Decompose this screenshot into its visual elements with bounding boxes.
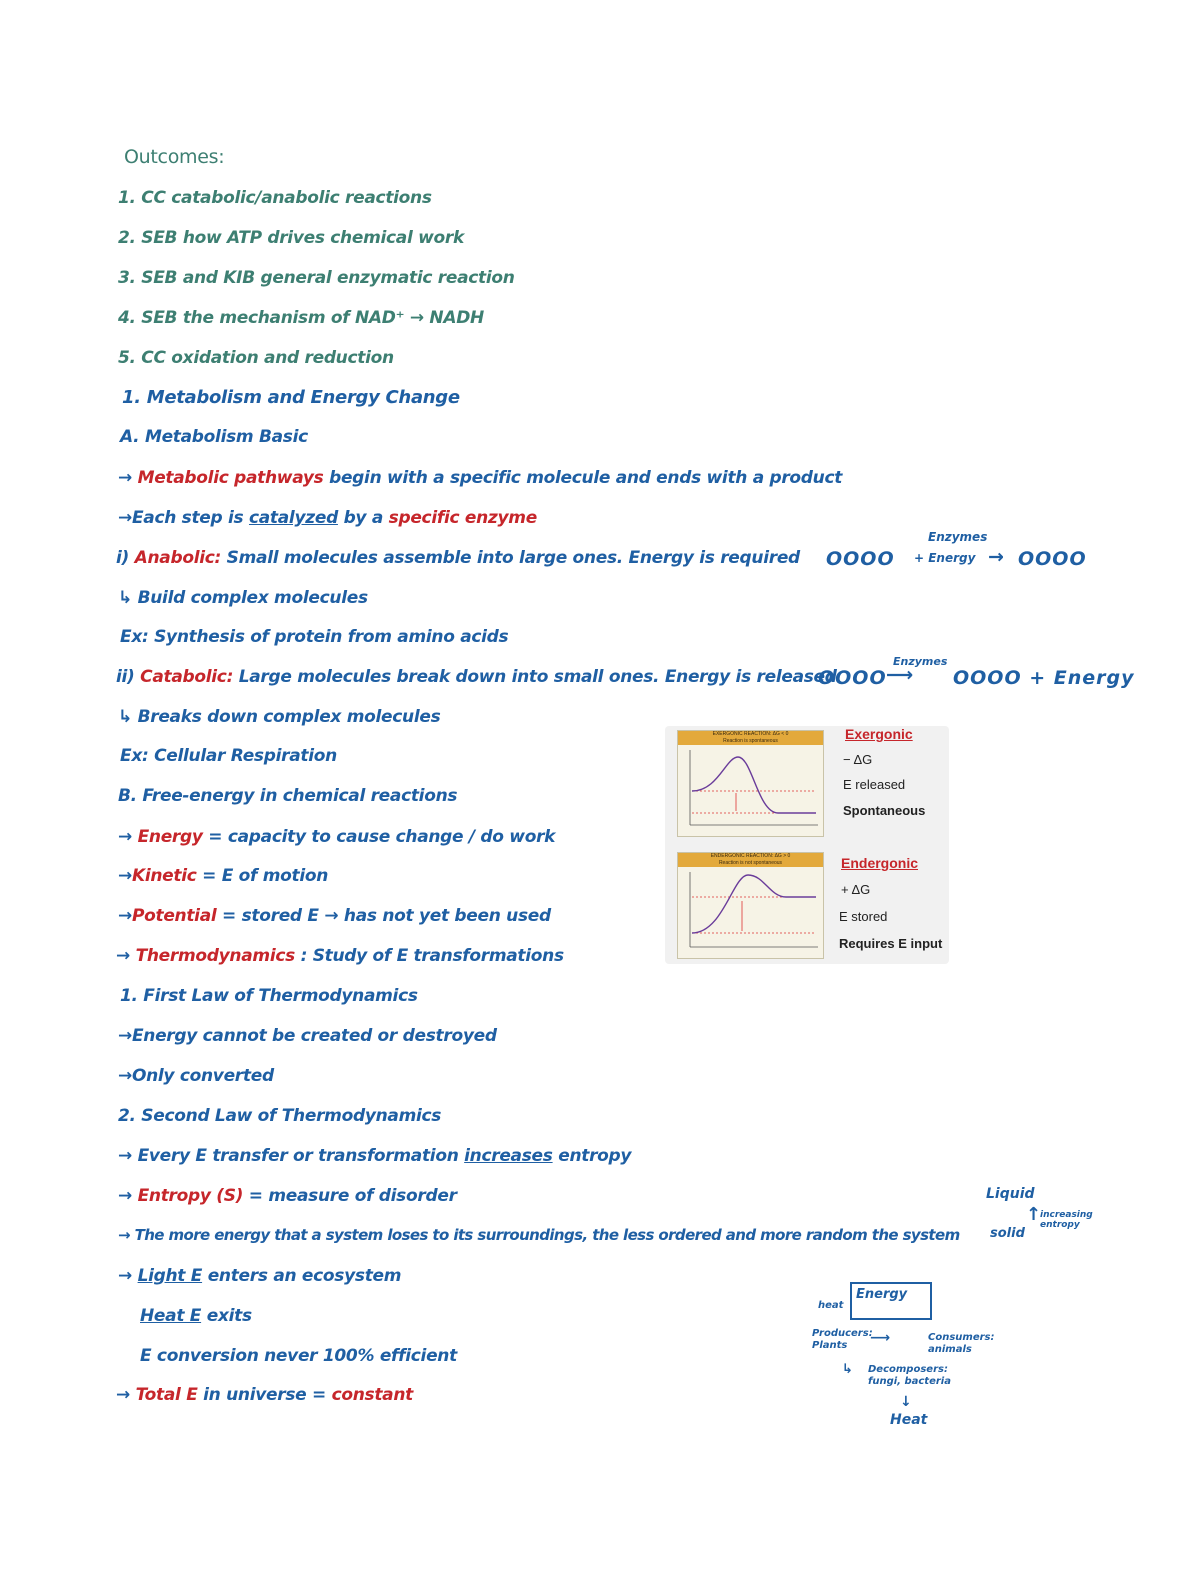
heat-output-label: Heat: [890, 1412, 928, 1428]
note-text: Build complex molecules: [137, 588, 368, 608]
keyword: constant: [331, 1385, 413, 1405]
keyword: Entropy (S): [137, 1186, 244, 1206]
outcome-item: 3. SEB and KIB general enzymatic reaction: [118, 268, 515, 288]
note-text: Ex: Cellular Respiration: [120, 746, 337, 766]
note-line: → Metabolic pathways begin with a specific molecule and ends with a product: [118, 468, 843, 488]
note-line: ↳ Build complex molecules: [118, 588, 368, 608]
endergonic-input: Requires E input: [839, 936, 943, 951]
up-arrow-icon: ↑: [1026, 1204, 1042, 1225]
outcome-item: 2. SEB how ATP drives chemical work: [118, 228, 464, 248]
producers-label: Producers: Plants: [812, 1328, 873, 1351]
outcome-item: 1. CC catabolic/anabolic reactions: [118, 188, 432, 208]
catabolic-molecules-right: OOOO + Energy: [953, 667, 1135, 689]
note-line: →Each step is catalyzed by a specific enzyme: [118, 508, 537, 528]
keyword: Total E: [135, 1385, 198, 1405]
keyword: Catabolic:: [140, 667, 234, 687]
decomposers-label: Decomposers: fungi, bacteria: [868, 1364, 951, 1387]
energy-input-label: + Energy: [914, 551, 976, 565]
note-text: Energy cannot be created or destroyed: [131, 1026, 497, 1046]
outcome-item: 4. SEB the mechanism of NAD⁺ → NADH: [118, 308, 484, 328]
note-line: → Entropy (S) = measure of disorder: [118, 1186, 457, 1206]
endergonic-title: Endergonic: [841, 855, 919, 871]
note-line: → The more energy that a system loses to its surroundings, the less ordered and more random the system: [118, 1226, 960, 1244]
note-text: entropy: [558, 1146, 632, 1166]
keyword: Potential: [131, 906, 217, 926]
outcome-item: 5. CC oxidation and reduction: [118, 348, 394, 368]
section-heading: A. Metabolism Basic: [120, 427, 308, 447]
consumers-label: Consumers: animals: [928, 1332, 995, 1355]
catabolic-molecules-left: OOOO: [818, 667, 887, 689]
note-text: Ex: Synthesis of protein from amino acids: [120, 627, 509, 647]
note-text: begin with a specific molecule and ends with a product: [329, 468, 843, 488]
down-arrow-icon: ↳: [842, 1362, 853, 1377]
note-text: Light E: [137, 1266, 203, 1286]
note-text: enters an ecosystem: [207, 1266, 402, 1286]
enzymes-label: Enzymes: [928, 530, 988, 544]
note-text: exits: [206, 1306, 252, 1326]
note-text: The more energy that a system loses to its surroundings, the less ordered and more random the system: [134, 1226, 960, 1244]
increasing-entropy-label: increasing entropy: [1040, 1210, 1093, 1230]
note-text: = measure of disorder: [248, 1186, 457, 1206]
keyword: Energy: [137, 827, 203, 847]
energy-box-label: Energy: [856, 1287, 908, 1302]
note-line: →Potential = stored E → has not yet been used: [118, 906, 551, 926]
section-heading: B. Free-energy in chemical reactions: [118, 786, 458, 806]
section-heading: 1. First Law of Thermodynamics: [120, 986, 418, 1006]
note-line: ↳ Breaks down complex molecules: [118, 707, 441, 727]
note-line: →Kinetic = E of motion: [118, 866, 329, 886]
note-line: → Thermodynamics : Study of E transformations: [116, 946, 564, 966]
note-text: Every E transfer or transformation: [137, 1146, 459, 1166]
note-text: in universe =: [203, 1385, 326, 1405]
endergonic-energy: E stored: [839, 909, 888, 924]
outcomes-title: Outcomes:: [124, 146, 225, 168]
graph-header: EXERGONIC REACTION: ΔG < 0 Reaction is spontaneous: [678, 731, 823, 745]
keyword: Anabolic:: [134, 548, 222, 568]
exergonic-title: Exergonic: [845, 726, 913, 742]
keyword: Thermodynamics: [135, 946, 295, 966]
endergonic-graph: [677, 852, 824, 959]
note-text: catalyzed: [248, 508, 338, 528]
arrow-icon: ⟶: [886, 664, 914, 686]
note-line: [140, 1306, 252, 1326]
keyword: Metabolic pathways: [137, 468, 324, 488]
exergonic-delta-g: − ΔG: [843, 752, 873, 767]
keyword: specific enzyme: [388, 508, 537, 528]
note-text: = stored E → has not yet been used: [222, 906, 551, 926]
endergonic-delta-g: + ΔG: [841, 882, 871, 897]
exergonic-energy: E released: [843, 777, 906, 792]
note-line: ii) Catabolic: Large molecules break down into small ones. Energy is released: [116, 667, 837, 687]
note-text: Each step is: [131, 508, 244, 528]
anabolic-molecules-right: OOOO: [1018, 548, 1087, 570]
solid-label: solid: [990, 1226, 1025, 1241]
note-text: = capacity to cause change / do work: [208, 827, 556, 847]
note-line: →Energy cannot be created or destroyed: [118, 1026, 497, 1046]
note-text: Only converted: [131, 1066, 274, 1086]
note-line: → Energy = capacity to cause change / do work: [118, 827, 556, 847]
heat-label: heat: [818, 1300, 844, 1311]
liquid-label: Liquid: [986, 1186, 1035, 1202]
exergonic-curve: [678, 745, 823, 836]
note-text: : Study of E transformations: [300, 946, 564, 966]
endergonic-curve: [678, 867, 823, 958]
note-line: →Only converted: [118, 1066, 274, 1086]
note-line: → Every E transfer or transformation increases entropy: [118, 1146, 632, 1166]
anabolic-molecules-left: OOOO: [826, 548, 895, 570]
section-heading: 2. Second Law of Thermodynamics: [118, 1106, 442, 1126]
graph-header: ENDERGONIC REACTION: ΔG > 0 Reaction is not spontaneous: [678, 853, 823, 867]
note-line: → Light E enters an ecosystem: [118, 1266, 402, 1286]
down-arrow-icon: ↓: [900, 1394, 912, 1410]
exergonic-graph: [677, 730, 824, 837]
arrow-icon: →: [988, 546, 1004, 568]
arrow-icon: ⟶: [870, 1330, 891, 1346]
note-text: by a: [343, 508, 384, 528]
section-heading: 1. Metabolism and Energy Change: [122, 387, 460, 408]
note-line: → Total E in universe = constant: [116, 1385, 413, 1405]
note-text: Breaks down complex molecules: [137, 707, 441, 727]
energy-diagram-photo: [665, 726, 949, 964]
note-text: increases: [464, 1146, 553, 1166]
enzymes-label: Enzymes: [893, 655, 948, 668]
exergonic-spontaneous: Spontaneous: [843, 803, 926, 818]
note-text: Heat E: [140, 1306, 202, 1326]
note-line: i) Anabolic: Small molecules assemble into large ones. Energy is required: [116, 548, 800, 568]
note-text: E conversion never 100% efficient: [140, 1346, 457, 1366]
keyword: Kinetic: [131, 866, 197, 886]
note-text: = E of motion: [202, 866, 329, 886]
note-text: Small molecules assemble into large ones. Energy is required: [226, 548, 800, 568]
note-text: Large molecules break down into small ones. Energy is released: [238, 667, 837, 687]
